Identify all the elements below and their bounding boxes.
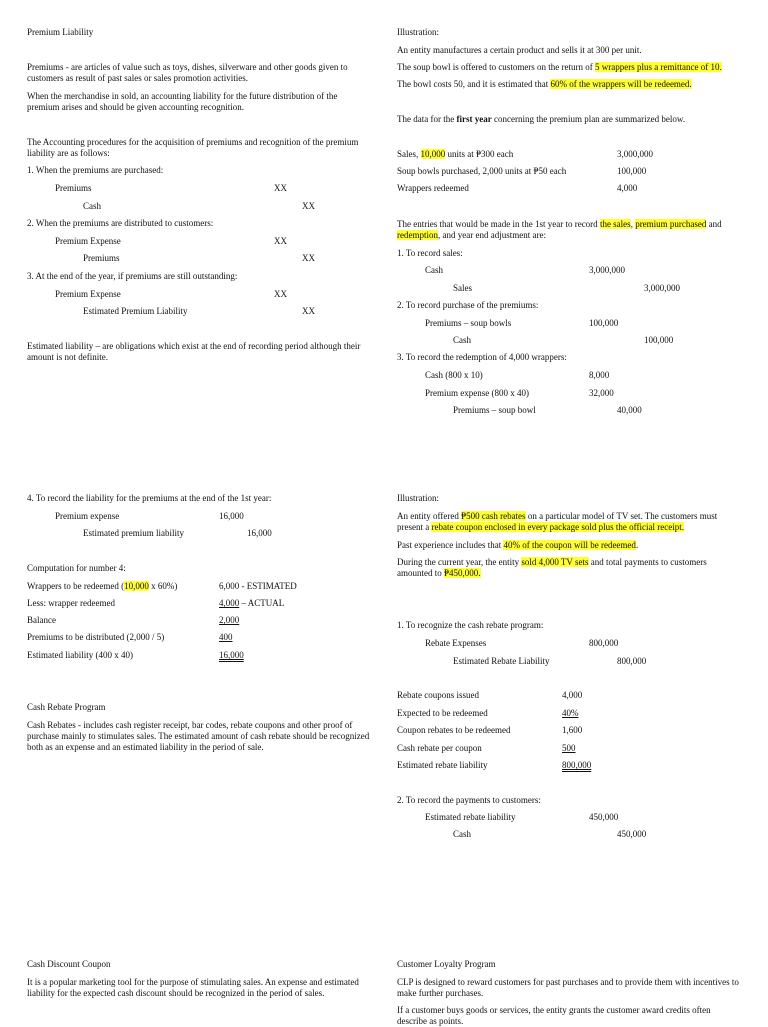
illustration-paragraph: Past experience includes that 40% of the coupon will be redeemed.: [397, 540, 639, 550]
rebate-calc-label: Estimated rebate liability: [397, 760, 488, 770]
illustration-line: The bowl costs 50, and it is estimated that 60% of the wrappers will be redeemed.: [397, 79, 692, 89]
highlight: 10,000: [124, 581, 149, 591]
premium-recognition: When the merchandise in sold, an accounting liability for the future distribution of the premium arises and should be given accounting recognition.: [27, 91, 338, 112]
rebate-calc-label: Expected to be redeemed: [397, 708, 488, 718]
premium-definition: Premiums - are articles of value such as toys, dishes, silverware and other goods given to customers as result of past sales or sales promotion activities.: [27, 62, 348, 83]
computation-label: Premiums to be distributed (2,000 / 5): [27, 632, 165, 642]
entry-premium-expense-debit: Premium expense: [55, 511, 120, 521]
computation-value: 16,000: [219, 650, 244, 660]
step-2-label: 2. When the premiums are distributed to customers:: [27, 218, 214, 228]
amount: 100,000: [589, 318, 619, 328]
entry-estimated-rebate-liability-credit: Estimated Rebate Liability: [453, 656, 550, 666]
amount: 800,000: [617, 656, 647, 666]
amount: XX: [302, 253, 315, 263]
entry-cash-credit: Cash: [83, 201, 101, 211]
computation-label: Balance: [27, 615, 56, 625]
entry-premium-expense-debit: Premium Expense: [55, 289, 121, 299]
illustration-paragraph: During the current year, the entity sold 4,000 TV sets and total payments to customers amounted to ₱450,000.: [397, 557, 707, 578]
computation-label: Wrappers to be redeemed (10,000 x 60%): [27, 581, 178, 591]
illustration-line: The soup bowl is offered to customers on the return of 5 wrappers plus a remittance of 10.: [397, 62, 722, 72]
record-purchase-label: 2. To record purchase of the premiums:: [397, 300, 539, 310]
record-sales-label: 1. To record sales:: [397, 248, 463, 258]
computation-value: 2,000: [219, 615, 240, 625]
illustration-line: The data for the first year concerning the premium plan are summarized below.: [397, 114, 686, 124]
entry-premiums-credit: Premiums: [83, 253, 120, 263]
entry-estimated-premium-liability-credit: Estimated Premium Liability: [83, 306, 188, 316]
amount: XX: [274, 236, 287, 246]
entry-estimated-rebate-liability-debit: Estimated rebate liability: [425, 812, 516, 822]
step-1-label: 1. When the premiums are purchased:: [27, 165, 164, 175]
step-3-label: 3. At the end of the year, if premiums are still outstanding:: [27, 271, 238, 281]
data-wrappers-value: 4,000: [617, 183, 638, 193]
illustration-title: Illustration:: [397, 27, 439, 37]
estimated-liability-definition: Estimated liability – are obligations which exist at the end of recording period although their amount is not definite.: [27, 341, 361, 362]
rebate-calc-label: Cash rebate per coupon: [397, 743, 482, 753]
amount: 16,000: [219, 511, 244, 521]
record-payments-label: 2. To record the payments to customers:: [397, 795, 541, 805]
entry-premium-expense-debit: Premium Expense: [55, 236, 121, 246]
amount: 3,000,000: [644, 283, 680, 293]
cash-discount-definition: It is a popular marketing tool for the purpose of stimulating sales. An expense and estimated liability for the expected cash discount should be recognized in the period of sales.: [27, 977, 359, 998]
data-bowls-value: 100,000: [617, 166, 647, 176]
entries-intro: The entries that would be made in the 1st year to record the sales, premium purchased and redemption, and year end adjustment are:: [397, 219, 722, 240]
amount: 450,000: [589, 812, 619, 822]
illustration-line: An entity manufactures a certain product and sells it at 300 per unit.: [397, 45, 642, 55]
section-title-cash-rebate: Cash Rebate Program: [27, 702, 106, 712]
entry-premiums-debit: Premiums: [55, 183, 92, 193]
entry-cash-debit: Cash (800 x 10): [425, 370, 483, 380]
rebate-calc-value: 40%: [562, 708, 579, 718]
entry-cash-debit: Cash: [425, 265, 443, 275]
computation-title: Computation for number 4:: [27, 563, 126, 573]
computation-value: 4,000 – ACTUAL: [219, 598, 285, 608]
rebate-calc-value: 800,000: [562, 760, 592, 770]
data-sales-value: 3,000,000: [617, 149, 653, 159]
highlight: 60% of the wrappers will be redeemed.: [550, 79, 692, 89]
data-bowls-label: Soup bowls purchased, 2,000 units at ₱50 each: [397, 166, 567, 176]
data-wrappers-label: Wrappers redeemed: [397, 183, 469, 193]
entry-cash-credit: Cash: [453, 829, 471, 839]
computation-label: Estimated liability (400 x 40): [27, 650, 133, 660]
illustration-title: Illustration:: [397, 493, 439, 503]
computation-label: Less: wrapper redeemed: [27, 598, 115, 608]
amount: 450,000: [617, 829, 647, 839]
loyalty-definition: CLP is designed to reward customers for past purchases and to provide them with incentives to make further purchases.: [397, 977, 739, 998]
rebate-calc-label: Coupon rebates to be redeemed: [397, 725, 511, 735]
data-sales-label: Sales, 10,000 units at ₱300 each: [397, 149, 514, 159]
loyalty-points-description: If a customer buys goods or services, the entity grants the customer award credits often describe as points.: [397, 1005, 711, 1026]
computation-value: 6,000 - ESTIMATED: [219, 581, 297, 591]
rebate-calc-value: 4,000: [562, 690, 583, 700]
rebate-calc-value: 500: [562, 743, 576, 753]
entry-cash-credit: Cash: [453, 335, 471, 345]
entry-sales-credit: Sales: [453, 283, 472, 293]
section-title-premium-liability: Premium Liability: [27, 27, 94, 37]
record-redemption-label: 3. To record the redemption of 4,000 wrappers:: [397, 352, 567, 362]
computation-value: 400: [219, 632, 233, 642]
illustration-paragraph: An entity offered ₱500 cash rebates on a particular model of TV set. The customers must present a rebate coupon enclosed in every package sold plus the official receipt.: [397, 511, 718, 532]
section-title-customer-loyalty-program: Customer Loyalty Program: [397, 959, 496, 969]
accounting-procedures: The Accounting procedures for the acquisition of premiums and recognition of the premium liability are as follows:: [27, 137, 359, 158]
entry-premiums-credit: Premiums – soup bowl: [453, 405, 536, 415]
entry-rebate-expenses-debit: Rebate Expenses: [425, 638, 487, 648]
recognize-rebate-label: 1. To recognize the cash rebate program:: [397, 620, 544, 630]
record-liability-label: 4. To record the liability for the premiums at the end of the 1st year:: [27, 493, 272, 503]
rebate-calc-value: 1,600: [562, 725, 583, 735]
amount: XX: [274, 289, 287, 299]
cash-rebate-definition: Cash Rebates - includes cash register receipt, bar codes, rebate coupons and other proof of purchase mainly to stimulates sales. The estimated amount of cash rebate should be recognized both as an expense and an estimated liability in the period of sale.: [27, 720, 370, 752]
entry-premiums-debit: Premiums – soup bowls: [425, 318, 512, 328]
amount: 32,000: [589, 388, 614, 398]
rebate-calc-label: Rebate coupons issued: [397, 690, 479, 700]
amount: XX: [302, 201, 315, 211]
amount: XX: [274, 183, 287, 193]
entry-premium-expense-debit: Premium expense (800 x 40): [425, 388, 529, 398]
amount: XX: [302, 306, 315, 316]
highlight: 10,000: [420, 149, 446, 159]
entry-estimated-premium-liability-credit: Estimated premium liability: [83, 528, 184, 538]
amount: 3,000,000: [589, 265, 625, 275]
amount: 800,000: [589, 638, 619, 648]
section-title-cash-discount-coupon: Cash Discount Coupon: [27, 959, 111, 969]
amount: 8,000: [589, 370, 610, 380]
amount: 16,000: [247, 528, 272, 538]
amount: 100,000: [644, 335, 674, 345]
amount: 40,000: [617, 405, 642, 415]
highlight: 5 wrappers plus a remittance of 10.: [595, 62, 722, 72]
